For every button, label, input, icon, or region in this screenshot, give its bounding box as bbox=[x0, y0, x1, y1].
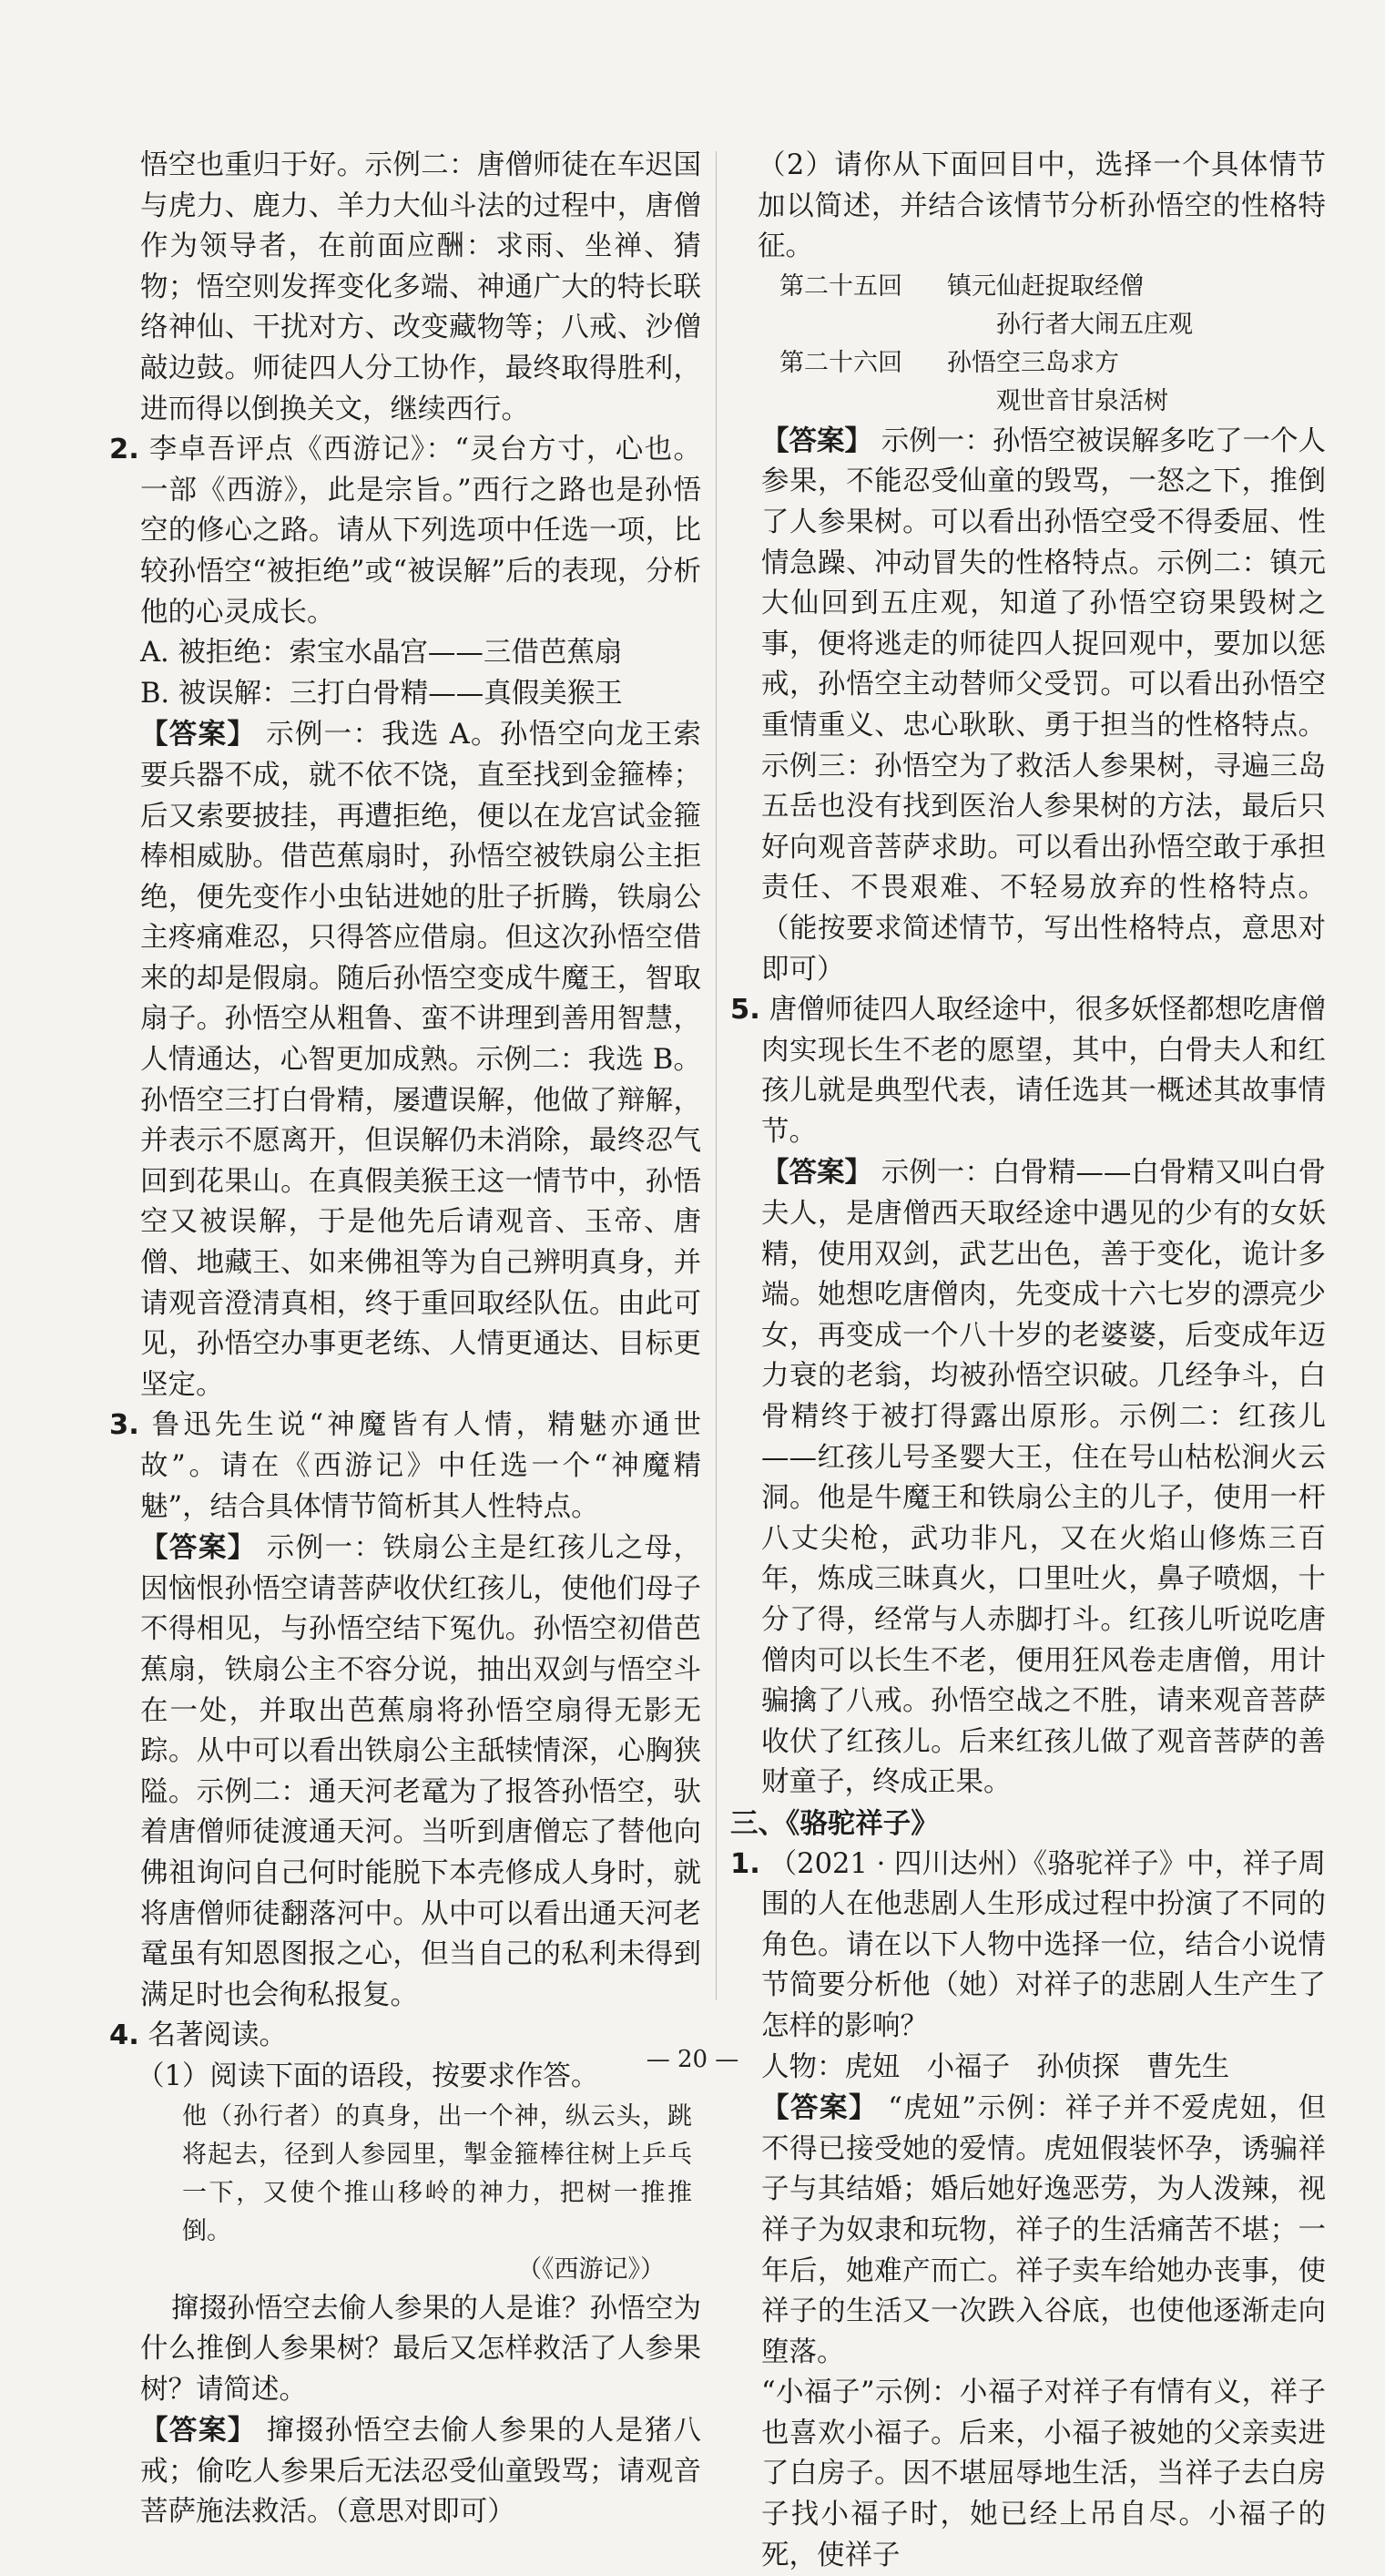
answer-label: 【答案】 bbox=[140, 2414, 257, 2448]
excerpt-quote: 他（孙行者）的真身，出一个神，纵云头，跳将起去，径到人参园里，掣金箍棒往树上乒乓一下，又使个推山移岭的神力，把树一推推倒。 bbox=[182, 2101, 692, 2245]
question-text: 鲁迅先生说“神魔皆有人情，精魅亦通世故”。请在《西游记》中任选一个“神魔精魅”，结合具体情节简析其人性特点。 bbox=[140, 1409, 701, 1523]
question-number: 1. bbox=[730, 1847, 760, 1880]
answer-text: 示例一：孙悟空被误解多吃了一个人参果，不能忍受仙童的毁骂，一怒之下，推倒了人参果树。可以看出孙悟空受不得委屈、性情急躁、冲动冒失的性格特点。示例二：镇元大仙回到五庄观，知道了孙悟空窃果毁树之事，便将逃走的师徒四人捉回观中，要加以惩戒，孙悟空主动替师父受罚。可以看出孙悟空重情重义、忠心耿耿、勇于担当的性格特点。示例三：孙悟空为了救活人参果树，寻遍三岛五岳也没有找到医治人参果树的方法，最后只好向观音菩萨求助。可以看出孙悟空敢于承担责任、不畏艰难、不轻易放弃的性格特点。（能按要求简述情节，写出性格特点，意思对即可） bbox=[761, 424, 1327, 986]
sub-question-1: （1）阅读下面的语段，按要求作答。 bbox=[137, 2060, 599, 2092]
chapter-title-line2: 孙行者大闹五庄观 bbox=[996, 310, 1193, 339]
answer-text: 示例一：白骨精——白骨精又叫白骨夫人，是唐僧西天取经途中遇见的少有的女妖精，使用双剑，武艺出色，善于变化，诡计多端。她想吃唐僧肉，先变成十六七岁的漂亮少女，再变成一个八十岁的老婆婆，后变成年迈力衰的老翁，均被孙悟空识破。几经争斗，白骨精终于被打得露出原形。示例二：红孩儿——红孩儿号圣婴大王，住在号山枯松涧火云洞。他是牛魔王和铁扇公主的儿子，使用一杆八丈尖枪，武功非凡，又在火焰山修炼三百年，炼成三昧真火，口里吐火，鼻子喷烟，十分了得，经常与人赤脚打斗。红孩儿听说吃唐僧肉可以长生不老，便用狂风卷走唐僧，用计骗擒了八戒。孙悟空战之不胜，请来观音菩萨收伏了红孩儿。后来红孩儿做了观音菩萨的善财童子，终成正果。 bbox=[761, 1157, 1326, 1799]
section3-answer-1a bbox=[730, 2088, 1326, 2373]
chapter-number: 第二十五回 bbox=[779, 271, 902, 301]
chapter-number: 第二十六回 bbox=[779, 348, 902, 377]
question-text: 李卓吾评点《西游记》：“灵台方寸，心也。一部《西游》，此是宗旨。”西行之路也是孙悟空的修心之路。请从下列选项中任选一项，比较孙悟空“被拒绝”或“被误解”后的表现，分析他的心灵成长。 bbox=[140, 434, 701, 629]
answer-label: 【答案】 bbox=[761, 1156, 873, 1190]
chapter-list bbox=[730, 268, 1326, 421]
question-number: 5. bbox=[730, 994, 760, 1027]
answer-3 bbox=[109, 1528, 701, 2016]
question-number: 3. bbox=[109, 1409, 139, 1442]
left-column bbox=[109, 146, 701, 2533]
question-2 bbox=[109, 430, 701, 633]
question-number: 2. bbox=[109, 434, 139, 466]
sub-question-1-ask: 撺掇孙悟空去偷人参果的人是谁？孙悟空为什么推倒人参果树？最后又怎样救活了人参果树？请简述。 bbox=[140, 2292, 701, 2406]
chapter-title-line1: 孙悟空三岛求方 bbox=[947, 348, 1119, 377]
question-text: 唐僧师徒四人取经途中，很多妖怪都想吃唐僧肉实现长生不老的愿望，其中，白骨夫人和红孩儿就是典型代表，请任选其一概述其故事情节。 bbox=[761, 994, 1327, 1148]
question-3 bbox=[109, 1406, 701, 1528]
answer-label: 【答案】 bbox=[761, 2091, 879, 2125]
section3-answer-1b: “小福子”示例：小福子对祥子有情有义，祥子也喜欢小福子。后来，小福子被她的父亲卖进了白房子。因不堪屈辱地生活，当祥子去白房子找小福子时，她已经上吊自尽。小福子的死，使祥子 bbox=[761, 2377, 1326, 2571]
section3-question-1 bbox=[730, 1845, 1326, 2048]
answer-text: 撺掇孙悟空去偷人参果的人是猪八戒；偷吃人参果后无法忍受仙童毁骂；请观音菩萨施法救活。（意思对即可） bbox=[140, 2415, 702, 2529]
column-divider bbox=[716, 151, 717, 2000]
answer-5 bbox=[730, 1152, 1326, 1804]
character-name: 曹先生 bbox=[1146, 2050, 1230, 2083]
excerpt-source: （《西游记》） bbox=[517, 2254, 665, 2284]
page-number: — 20 — bbox=[646, 2046, 739, 2073]
continued-answer: 悟空也重归于好。示例二：唐僧师徒在车迟国与虎力、鹿力、羊力大仙斗法的过程中，唐僧作为领导者，在前面应酬：求雨、坐禅、猜物；悟空则发挥变化多端、神通广大的特长联络神仙、干扰对方、改变藏物等；八戒、沙僧敲边鼓。师徒四人分工协作，最终取得胜利，进而得以倒换关文，继续西行。 bbox=[140, 149, 701, 425]
character-name: 孙侦探 bbox=[1036, 2050, 1120, 2083]
question-text: （2021 · 四川达州）《骆驼祥子》中，祥子周围的人在他悲剧人生形成过程中扮演了不同的角色。请在以下人物中选择一位，结合小说情节简要分析他（她）对祥子的悲剧人生产生了怎样的影响？ bbox=[761, 1847, 1326, 2042]
chapter-item bbox=[779, 268, 1326, 306]
chapter-title-line2: 观世音甘泉活树 bbox=[996, 386, 1168, 415]
question-text: 名著阅读。 bbox=[148, 2019, 288, 2052]
character-name: 虎妞 bbox=[844, 2050, 901, 2083]
character-name: 小福子 bbox=[926, 2050, 1011, 2083]
question-5 bbox=[730, 990, 1326, 1152]
option-b: B. 被误解：三打白骨精——真假美猴王 bbox=[140, 677, 623, 710]
sub-question-2: （2）请你从下面回目中，选择一个具体情节加以简述，并结合该情节分析孙悟空的性格特征。 bbox=[758, 149, 1326, 263]
answer-text: 示例一：我选 A。孙悟空向龙王索要兵器不成，就不依不饶，直至找到金箍棒；后又索要披挂，再遭拒绝，便以在龙宫试金箍棒相威胁。借芭蕉扇时，孙悟空被铁扇公主拒绝，便先变作小虫钻进她的肚子折腾，铁扇公主疼痛难忍，只得答应借扇。但这次孙悟空借来的却是假扇。随后孙悟空变成牛魔王，智取扇子。孙悟空从粗鲁、蛮不讲理到善用智慧，人情通达，心智更加成熟。示例二：我选 B。孙悟空三打白骨精，屡遭误解，他做了辩解，并表示不愿离开，但误解仍未消除，最终忍气回到花果山。在真假美猴王这一情节中，孙悟空又被误解，于是他先后请观音、玉帝、唐僧、地藏王、如来佛祖等为自己辨明真身，并请观音澄清真相，终于重回取经队伍。由此可见，孙悟空办事更老练、人情更通达、目标更坚定。 bbox=[140, 719, 702, 1401]
chapter-item bbox=[779, 344, 1326, 383]
answer-label: 【答案】 bbox=[140, 718, 257, 751]
answer-text: “虎妞”示例：祥子并不爱虎妞，但不得已接受她的爱情。虎妞假装怀孕，诱骗祥子与其结婚；婚后她好逸恶劳，为人泼辣，视祥子为奴隶和玩物，祥子的生活痛苦不堪；一年后，她难产而亡。祥子卖车给她办丧事，使祥子的生活又一次跌入谷底，也使他逐渐走向堕落。 bbox=[761, 2092, 1327, 2368]
question-number: 4. bbox=[109, 2019, 139, 2052]
answer-label: 【答案】 bbox=[140, 1531, 257, 1565]
section-heading: 三、《骆驼祥子》 bbox=[730, 1806, 939, 1840]
answer-text: 示例一：铁扇公主是红孩儿之母，因恼恨孙悟空请菩萨收伏红孩儿，使他们母子不得相见，与孙悟空结下冤仇。孙悟空初借芭蕉扇，铁扇公主不容分说，抽出双剑与悟空斗在一处，并取出芭蕉扇将孙悟空扇得无影无踪。从中可以看出铁扇公主舐犊情深，心胸狭隘。示例二：通天河老鼋为了报答孙悟空，驮着唐僧师徒渡通天河。当听到唐僧忘了替他向佛祖询问自己何时能脱下本壳修成人身时，就将唐僧师徒翻落河中。从中可以看出通天河老鼋虽有知恩图报之心，但当自己的私利未得到满足时也会徇私报复。 bbox=[140, 1532, 702, 2011]
chapter-title-line1: 镇元仙赶捉取经僧 bbox=[947, 271, 1144, 301]
answer-4-1 bbox=[109, 2410, 701, 2533]
character-label: 人物： bbox=[761, 2050, 845, 2083]
right-column bbox=[730, 146, 1326, 2576]
option-a: A. 被拒绝：索宝水晶宫——三借芭蕉扇 bbox=[140, 637, 623, 670]
answer-label: 【答案】 bbox=[761, 424, 873, 457]
answer-4-2 bbox=[730, 421, 1326, 990]
answer-2 bbox=[109, 714, 701, 1406]
